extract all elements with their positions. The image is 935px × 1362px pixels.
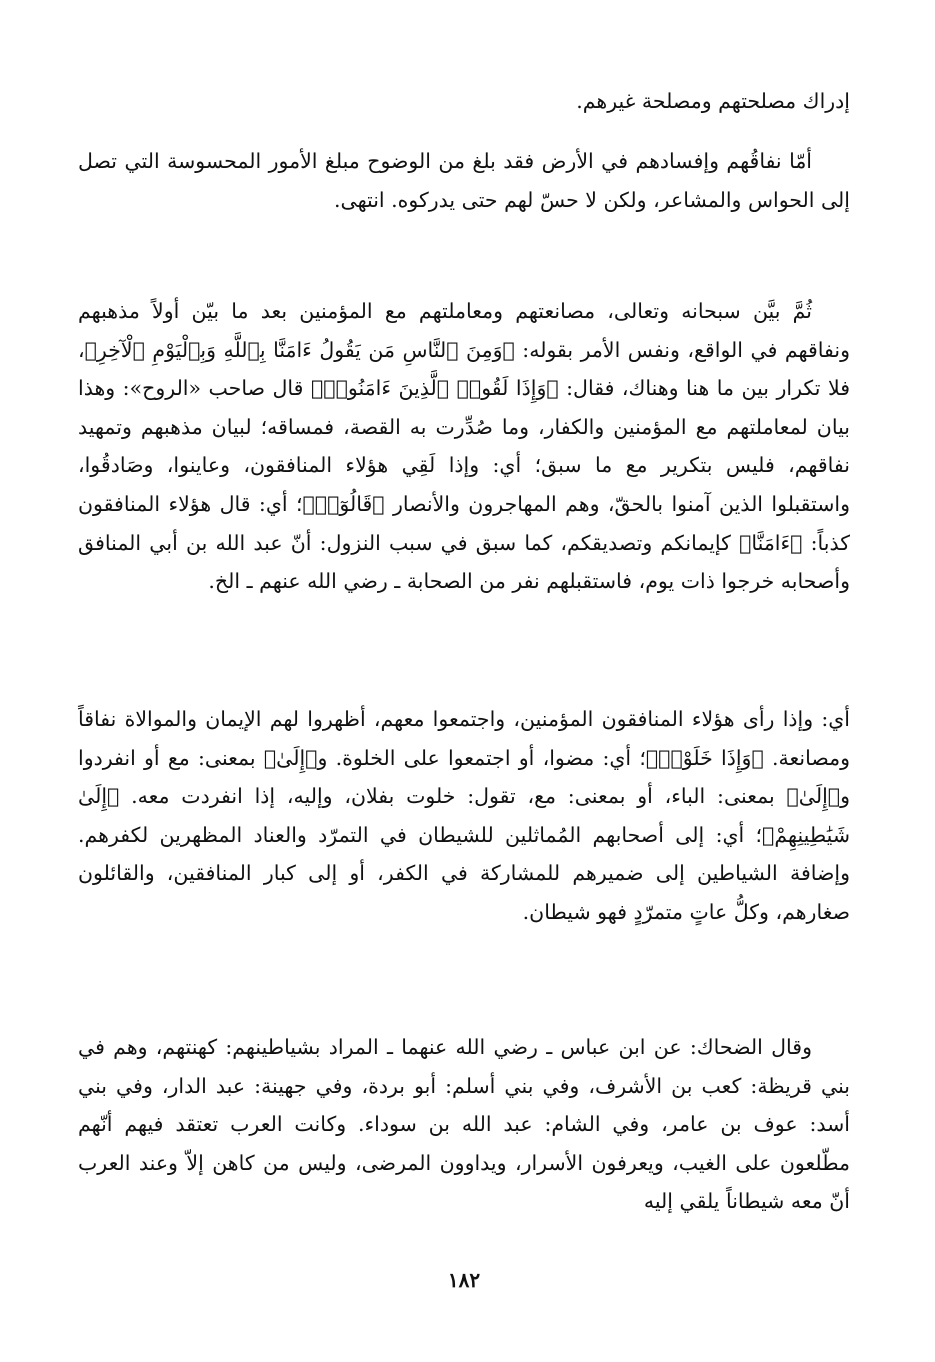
document-page (78, 76, 850, 1346)
paragraph-4: أي: وإذا رأى هؤلاء المنافقون المؤمنين، واجتمعوا معهم، أظهروا لهم الإيمان والموالاة نفاقاً ومصانعة. ﴿وَإِذَا خَلَوْا۟﴾؛ أي: مضوا، أو اجتمعوا على الخلوة. و﴿إِلَىٰ﴾ بمعنى: مع أو انفردوا و﴿إِلَىٰ﴾ بمعنى: الباء، أو بمعنى: مع، تقول: خلوت بفلان، وإليه، إذا انفردت معه. ﴿إِلَىٰ شَيَٰطِينِهِمْ﴾؛ أي: إلى أصحابهم المُماثلين للشيطان في التمرّد والعناد المظهرين لكفرهم. وإضافة الشياطين إلى ضميرهم للمشاركة في الكفر، أو إلى كبار المنافقين، والقائلون صغارهم، وكلُّ عاتٍ متمرّدٍ فهو شيطان. (78, 707, 850, 924)
paragraph-2: أمّا نفاقُهم وإفسادهم في الأرض فقد بلغ من الوضوح مبلغ الأمور المحسوسة التي تصل إلى الحواس والمشاعر، ولكن لا حسّ لهم حتى يدركوه. انتهى. (78, 149, 850, 212)
paragraph-5: وقال الضحاك: عن ابن عباس ـ رضي الله عنهما ـ المراد بشياطينهم: كهنتهم، وهم في بني قريظة: كعب بن الأشرف، وفي بني أسلم: أبو بردة، وفي جهينة: عبد الدار، وفي بني أسد: عوف بن عامر، وفي الشام: عبد الله بن سوداء. وكانت العرب تعتقد فيهم أنّهم مطّلعون على الغيب، ويعرفون الأسرار، ويداوون المرضى، وليس من كاهن إلاّ وعند العرب أنّ معه شيطاناً يلقي إليه (78, 1035, 850, 1214)
paragraph-1: إدراك مصلحتهم ومصلحة غيرهم. (576, 89, 850, 113)
page-number: ١٨٢ (447, 1268, 481, 1292)
paragraph-3: ثُمَّ بيَّن سبحانه وتعالى، مصانعتهم ومعاملتهم مع المؤمنين بعد ما بيّن أولاً مذهبهم ونفاقهم في الواقع، ونفس الأمر بقوله: ﴿وَمِنَ ٱلنَّاسِ مَن يَقُولُ ءَامَنَّا بِٱللَّهِ وَبِٱلْيَوْمِ ٱلْآخِرِ﴾، فلا تكرار بين ما هنا وهناك، فقال: ﴿وَإِذَا لَقُوا۟ ٱلَّذِينَ ءَامَنُوا۟﴾ قال صاحب «الروح»: وهذا بيان لمعاملتهم مع المؤمنين والكفار، وما صُدِّرت به القصة، فمساقه؛ لبيان مذهبهم وتمهيد نفاقهم، فليس بتكرير مع ما سبق؛ أي: وإذا لَقِي هؤلاء المنافقون، وعاينوا، وصَادقُوا، واستقبلوا الذين آمنوا بالحقّ، وهم المهاجرون والأنصار ﴿قَالُوٓا۟﴾؛ أي: قال هؤلاء المنافقون كذباً: ﴿ءَامَنَّا﴾ كإيمانكم وتصديقكم، كما سبق في سبب النزول: أنّ عبد الله بن أبي المنافق وأصحابه خرجوا ذات يوم، فاستقبلهم نفر من الصحابة ـ رضي الله عنهم ـ الخ. (78, 299, 850, 594)
